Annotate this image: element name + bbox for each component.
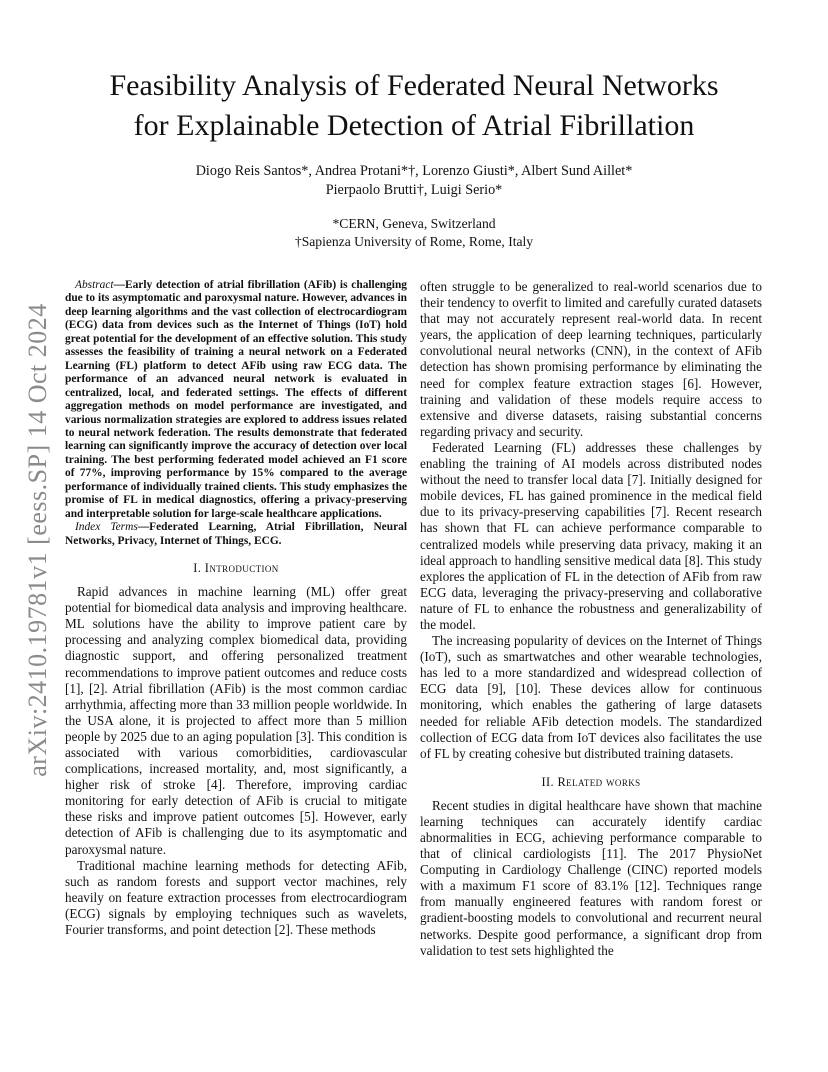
intro-paragraph-1: Rapid advances in machine learning (ML) offer great potential for biomedical data analysis and improving healthcare. ML solutions have the ability to improve patient care by processing and analyzing complex biomedical data, providing diagnostic support, and offering personalized treatment recommendations to improve patient outcomes and reduce costs [1], [2]. Atrial fibrillation (AFib) is the most common cardiac arrhythmia, affecting more than 33 million people worldwide. In the USA alone, it is projected to affect more than 5 million people by 2025 due to an aging population [3]. This condition is associated with various comorbidities, cardiovascular complications, increased mortality, and, most significantly, a higher risk of stroke [4]. Therefore, improving cardiac monitoring for early detection of AFib is crucial to mitigate these risks and improve patient outcomes [5]. However, early detection of AFib is challenging due to its asymptomatic and paroxysmal nature. (65, 584, 407, 857)
affiliations (90, 215, 738, 251)
author-list (90, 162, 738, 200)
title-line-1: Feasibility Analysis of Federated Neural Networks (109, 69, 719, 102)
authors-line-1: Diogo Reis Santos*, Andrea Protani*†, Lorenzo Giusti*, Albert Sund Aillet* (195, 163, 633, 179)
section-heading-introduction: I. Introduction (193, 561, 279, 576)
paper-title (60, 66, 768, 146)
related-works-paragraph-1: Recent studies in digital healthcare have shown that machine learning techniques can accurately identify cardiac abnormalities in ECG, achieving performance comparable to that of clinical cardiologists [11]. The 2017 PhysioNet Computing in Cardiology Challenge (CINC) reported models with a maximum F1 score of 83.1% [12]. Techniques range from manually engineered features with random forest or gradient-boosting models to convolutional and recurrent neural networks. Despite good performance, a significant drop from validation to test sets highlighted the (420, 797, 762, 958)
index-terms (65, 521, 407, 548)
abstract (65, 279, 407, 521)
index-terms-text: —Federated Learning, Atrial Fibrillation, Neural Networks, Privacy, Internet of Things, ECG. (65, 521, 407, 547)
affiliation-sapienza: †Sapienza University of Rome, Rome, Italy (294, 234, 534, 249)
intro-paragraph-2-continued: often struggle to be generalized to real-world scenarios due to their tendency to overfit to limited and carefully curated datasets that may not accurately represent real-world data. In recent years, the application of deep learning techniques, particularly convolutional neural networks (CNN), in the context of AFib detection has shown promising performance by eliminating the need for complex feature extraction stages [6]. However, training and validation of these models require access to extensive and diverse datasets, raising substantial concerns regarding privacy and security. (420, 279, 762, 439)
arxiv-identifier-text: arXiv:2410.19781v1 [eess.SP] 14 Oct 2024 (23, 303, 53, 777)
right-column (420, 279, 762, 959)
abstract-text: —Early detection of atrial fibrillation (AFib) is challenging due to its asymptomatic and paroxysmal nature. However, advances in deep learning algorithms and the vast collection of electrocardiogram (ECG) data from devices such as the Internet of Things (IoT) hold great potential for the development of an effective solution. This study assesses the feasibility of training a neural network on a Federated Learning (FL) platform to detect AFib using raw ECG data. The performance of an advanced neural network is evaluated in centralized, local, and federated settings. The effects of different aggregation methods on model performance are investigated, and various normalization strategies are explored to address issues related to neural network federation. The results demonstrate that federated learning can significantly improve the accuracy of detection over local training. The best performing federated model achieved an F1 score of 77%, improving performance by 15% compared to the average performance of individually trained clients. This study emphasizes the promise of FL in medical diagnostics, offering a privacy-preserving and interpretable solution for large-scale healthcare applications. (65, 279, 407, 520)
index-terms-label: Index Terms (75, 521, 138, 534)
affiliation-cern: *CERN, Geneva, Switzerland (332, 216, 496, 231)
authors-line-2: Pierpaolo Brutti†, Luigi Serio* (325, 182, 503, 198)
left-column (65, 279, 407, 938)
intro-paragraph-4: The increasing popularity of devices on the Internet of Things (IoT), such as smartwatches and other wearable technologies, has led to a more standardized and widespread collection of ECG data [9], [10]. These devices allow for continuous monitoring, which enables the gathering of large datasets needed for reliable AFib detection models. The standardized collection of ECG data from IoT devices also facilitates the use of FL by creating cohesive but distributed training datasets. (420, 633, 762, 761)
abstract-label: Abstract (75, 279, 114, 291)
arxiv-side-identifier (18, 290, 58, 790)
title-line-2: for Explainable Detection of Atrial Fibrillation (133, 109, 695, 142)
intro-paragraph-3: Federated Learning (FL) addresses these challenges by enabling the training of AI models across distributed nodes without the need to transfer local data [7]. Initially designed for mobile devices, FL has gained prominence in the medical field due to its privacy-preserving capabilities [7]. Recent research has shown that FL can achieve performance comparable to centralized models while preserving data privacy, making it an ideal approach to handling sensitive medical data [8]. This study explores the application of FL in the detection of AFib from raw ECG data, leveraging the privacy-preserving and collaborative nature of FL to enhance the robustness and generalizability of the model. (420, 439, 762, 632)
section-heading-related-works: II. Related works (541, 774, 641, 789)
intro-paragraph-2: Traditional machine learning methods for detecting AFib, such as random forests and support vector machines, rely heavily on feature extraction processes from electrocardiogram (ECG) signals by employing techniques such as wavelets, Fourier transforms, and point detection [2]. These methods (65, 857, 407, 938)
